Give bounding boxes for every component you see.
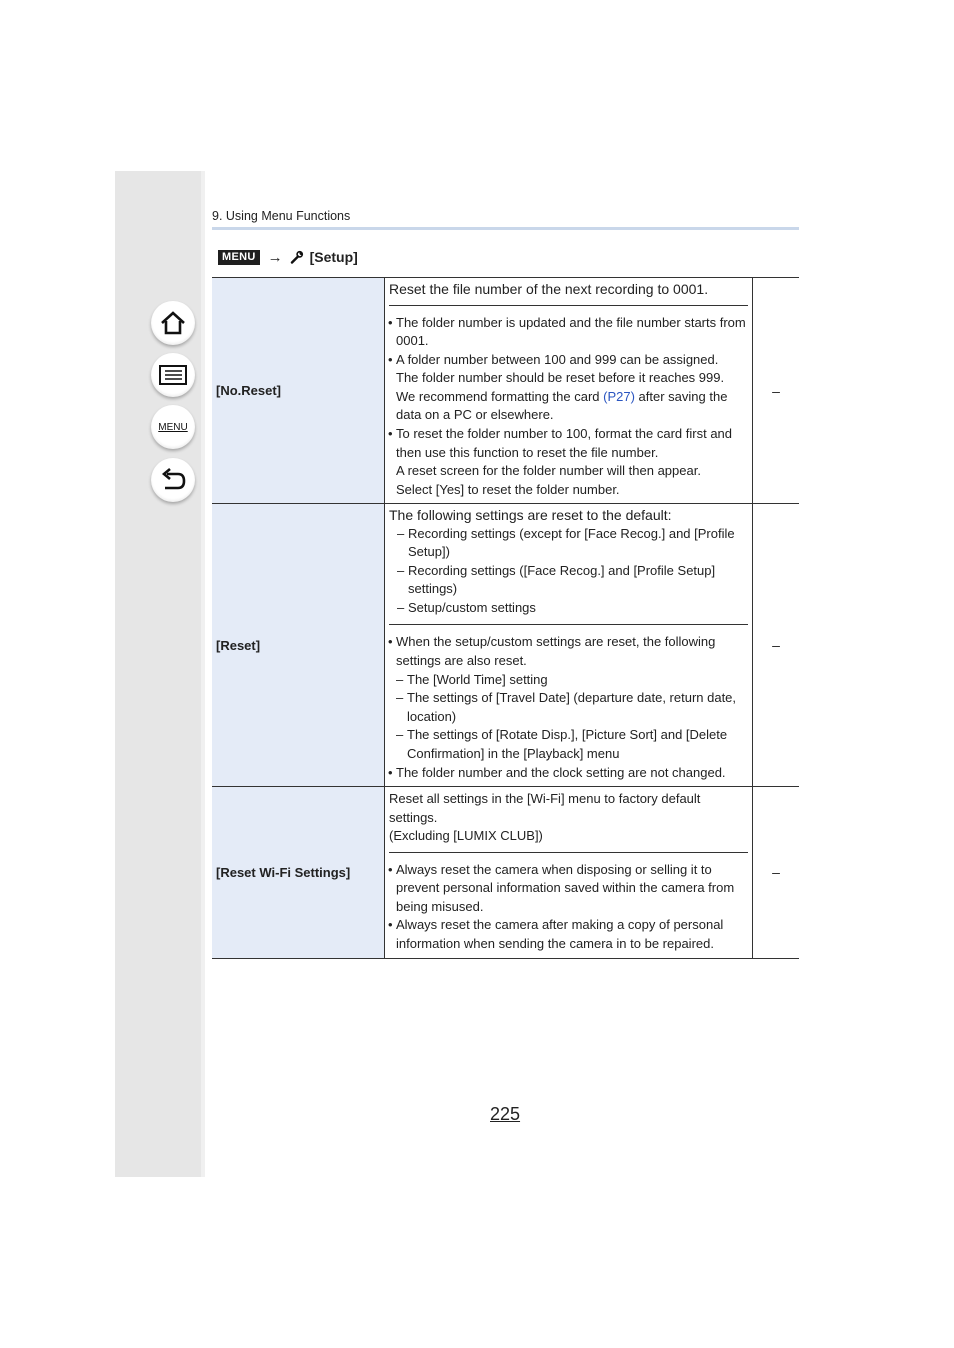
table-row-reset: [212, 504, 799, 787]
note-item: • Always reset the camera when disposing or selling it to prevent personal information saved within the camera from being misused.: [388, 861, 735, 914]
back-button[interactable]: [151, 458, 195, 502]
row-description: [385, 504, 753, 787]
menu-path: [218, 248, 358, 266]
note-item: • When the setup/custom settings are reset, the following settings are also reset.: [388, 634, 716, 669]
main-list-item: – Recording settings ([Face Recog.] and [Profile Setup] settings): [397, 562, 716, 597]
note-sub-item: – The [World Time] setting: [396, 671, 548, 687]
menu-badge: MENU: [218, 250, 260, 265]
breadcrumb: 9. Using Menu Functions: [212, 209, 351, 223]
page-number: 225: [490, 1104, 521, 1124]
menu-button-label: MENU: [158, 421, 188, 433]
row-description: [385, 278, 753, 504]
note-continuation: A reset screen for the folder number will then appear.: [396, 463, 701, 479]
note-sub-item: – The settings of [Rotate Disp.], [Picture Sort] and [Delete Confirmation] in the [Playback] menu: [396, 727, 728, 761]
table-row-no-reset: [212, 278, 799, 504]
table-row-reset-wifi: [212, 787, 799, 958]
row-label: [No.Reset]: [212, 278, 385, 504]
description-notes: [385, 625, 752, 786]
list-icon: [158, 364, 188, 386]
contents-button[interactable]: [151, 353, 195, 397]
row-label: [Reset]: [212, 504, 385, 787]
description-main: The following settings are reset to the default: – Recording settings (except for [Face Recog.] and [Profile Setup]) – Recording settings ([Face Recog.] and [Profile Setup] settings) – Setup/custom settings: [385, 504, 752, 624]
main-list-item: – Setup/custom settings: [397, 599, 536, 615]
home-button[interactable]: [151, 301, 195, 345]
row-value: –: [753, 504, 800, 787]
description-main: Reset all settings in the [Wi-Fi] menu to factory default settings. (Excluding [LUMIX CLUB]): [389, 791, 701, 844]
page-link-p27[interactable]: (P27): [603, 388, 635, 404]
note-continuation: The folder number should be reset before it reaches 999.: [396, 370, 725, 386]
row-description: [385, 787, 753, 958]
note-sub-item: – The settings of [Travel Date] (departure date, return date, location): [396, 690, 737, 724]
back-arrow-icon: [159, 468, 187, 492]
note-item: • A folder number between 100 and 999 can be assigned.: [388, 351, 719, 367]
row-value: –: [753, 787, 800, 958]
arrow-icon: →: [267, 248, 283, 266]
note-continuation: Select [Yes] to reset the folder number.: [396, 481, 620, 497]
menu-button[interactable]: [151, 405, 195, 449]
setup-table: [212, 277, 799, 959]
note-item: • Always reset the camera after making a copy of personal information when sending the camera in to be repaired.: [388, 917, 724, 952]
description-notes: [385, 306, 752, 504]
section-title: [Setup]: [309, 249, 358, 265]
note-item: • The folder number and the clock setting are not changed.: [388, 764, 726, 780]
row-value: –: [753, 278, 800, 504]
row-label: [Reset Wi-Fi Settings]: [212, 787, 385, 958]
side-panel-edge: [201, 171, 205, 1177]
description-main: Reset the file number of the next recording to 0001.: [389, 281, 709, 297]
main-list-item: – Recording settings (except for [Face Recog.] and [Profile Setup]): [397, 525, 735, 560]
home-icon: [159, 310, 187, 336]
note-item: • The folder number is updated and the file number starts from 0001.: [388, 314, 746, 349]
wrench-icon: [290, 250, 304, 264]
note-continuation: We recommend formatting the card (P27) after saving the data on a PC or elsewhere.: [396, 388, 728, 423]
description-notes: [385, 853, 752, 958]
note-item: • To reset the folder number to 100, format the card first and then use this function to reset the file number.: [388, 426, 733, 460]
breadcrumb-rule: [212, 227, 799, 230]
